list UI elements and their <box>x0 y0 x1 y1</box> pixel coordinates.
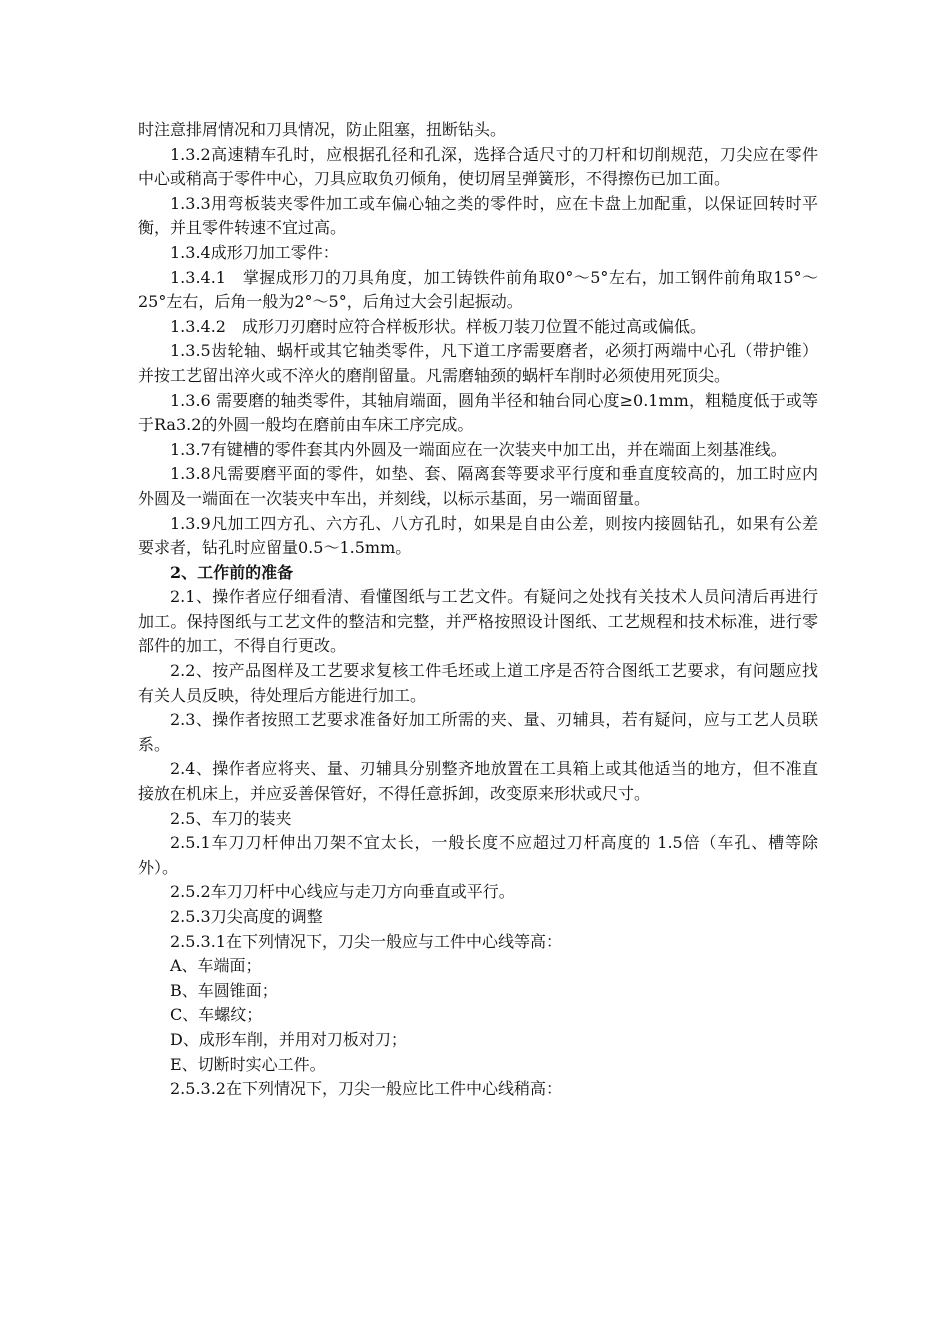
paragraph: 1.3.6 需要磨的轴类零件，其轴肩端面，圆角半径和轴台同心度≥0.1mm，粗糙度低于或等于Ra3.2的外圆一般均在磨前由车床工序完成。 <box>138 390 818 435</box>
paragraph: 1.3.8凡需要磨平面的零件，如垫、套、隔离套等要求平行度和垂直度较高的，加工时应内外圆及一端面在一次装夹中车出，并刻线，以标示基面，另一端面留量。 <box>138 464 818 508</box>
paragraph: 1.3.4成形刀加工零件： <box>170 242 339 262</box>
paragraph: 2.2、按产品图样及工艺要求复核工件毛坯或上道工序是否符合图纸工艺要求，有问题应找有关人员反映，待处理后方能进行加工。 <box>138 661 818 705</box>
paragraph: A、车端面； <box>170 956 262 976</box>
paragraph: 1.3.5齿轮轴、蜗杆或其它轴类零件，凡下道工序需要磨者，必须打两端中心孔（带护锥）并按工艺留出淬火或不淬火的磨削留量。凡需磨轴颈的蜗杆车削时必须使用死顶尖。 <box>138 341 818 385</box>
paragraph: C、车螺纹； <box>170 1005 263 1025</box>
paragraph: 1.3.2高速精车孔时，应根据孔径和孔深，选择合适尺寸的刀杆和切削规范，刀尖应在零件中心或稍高于零件中心，刀具应取负刃倾角，使切屑呈弹簧形，不得擦伤已加工面。 <box>138 144 818 189</box>
paragraph: 2.5.3刀尖高度的调整 <box>170 907 323 926</box>
paragraph: 1.3.4.2 成形刀刃磨时应符合样板形状。样板刀装刀位置不能过高或偏低。 <box>170 316 706 336</box>
paragraph: 时注意排屑情况和刀具情况，防止阻塞，扭断钻头。 <box>138 120 507 139</box>
paragraph: B、车圆锥面； <box>170 980 278 1000</box>
paragraph: E、切断时实心工件。 <box>170 1054 326 1074</box>
paragraph: 2.5.2车刀刀杆中心线应与走刀方向垂直或平行。 <box>170 882 515 902</box>
section-heading: 2、工作前的准备 <box>170 562 294 582</box>
paragraph: 2.4、操作者应将夹、量、刃辅具分别整齐地放置在工具箱上或其他适当的地方，但不准直接放在机床上，并应妥善保管好，不得任意拆卸，改变原来形状或尺寸。 <box>138 759 818 804</box>
paragraph: 2.5.3.2在下列情况下，刀尖一般应比工件中心线稍高： <box>170 1079 562 1099</box>
paragraph: 1.3.3用弯板装夹零件加工或车偏心轴之类的零件时，应在卡盘上加配重，以保证回转时平衡，并且零件转速不宜过高。 <box>138 193 818 238</box>
paragraph: 1.3.9凡加工四方孔、六方孔、八方孔时，如果是自由公差，则按内接圆钻孔，如果有公差要求者，钻孔时应留量0.5～1.5mm。 <box>138 513 818 558</box>
paragraph: 2.1、操作者应仔细看清、看懂图纸与工艺文件。有疑问之处找有关技术人员问清后再进行加工。保持图纸与工艺文件的整洁和完整，并严格按照设计图纸、工艺规程和技术标准，进行零部件的加工，不得自行更改。 <box>138 587 818 656</box>
paragraph: 1.3.4.1 掌握成形刀的刀具角度，加工铸铁件前角取0°～5°左右，加工钢件前角取15°～25°左右，后角一般为2°～5°，后角过大会引起振动。 <box>138 267 818 312</box>
paragraph: D、成形车削，并用对刀板对刀； <box>170 1029 407 1049</box>
paragraph: 2.5.3.1在下列情况下，刀尖一般应与工件中心线等高： <box>170 931 562 951</box>
paragraph: 2.3、操作者按照工艺要求准备好加工所需的夹、量、刃辅具，若有疑问，应与工艺人员联系。 <box>138 710 818 754</box>
paragraph: 2.5、车刀的装夹 <box>170 808 292 828</box>
paragraph: 2.5.1车刀刀杆伸出刀架不宜太长，一般长度不应超过刀杆高度的 1.5倍（车孔、槽等除外）。 <box>138 833 818 877</box>
document-page <box>138 118 818 1102</box>
paragraph: 1.3.7有键槽的零件套其内外圆及一端面应在一次装夹中加工出，并在端面上刻基准线。 <box>170 439 787 459</box>
